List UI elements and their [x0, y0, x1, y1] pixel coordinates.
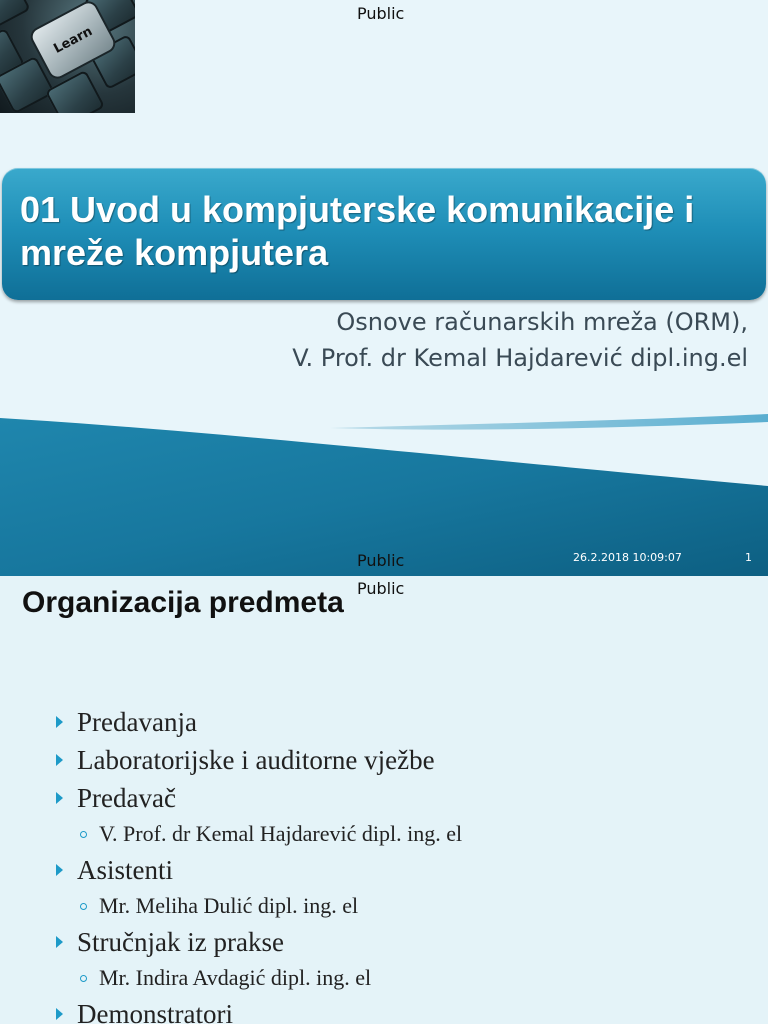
bullet-circle-icon	[80, 975, 87, 982]
list-item: Stručnjak iz prakse	[0, 923, 768, 961]
bullet-circle-icon	[80, 831, 87, 838]
bullet-arrow-icon	[56, 864, 63, 876]
bullet-arrow-icon	[56, 716, 63, 728]
slide-page-number: 1	[745, 551, 752, 564]
organization-slide	[0, 576, 768, 1024]
keyboard-learn-image	[0, 0, 135, 113]
learn-key-label: Learn	[51, 23, 95, 57]
subtitle-course: Osnove računarskih mreža (ORM),	[336, 308, 748, 336]
classification-label-top: Public	[357, 579, 405, 598]
classification-label-bottom: Public	[357, 551, 405, 570]
list-subitem: Mr. Indira Avdagić dipl. ing. el	[0, 961, 768, 995]
list-item: Demonstratori	[0, 995, 768, 1024]
bullet-arrow-icon	[56, 1008, 63, 1020]
slide-title: Organizacija predmeta	[22, 586, 344, 619]
bullet-arrow-icon	[56, 792, 63, 804]
list-subitem: V. Prof. dr Kemal Hajdarević dipl. ing. el	[0, 817, 768, 851]
list-subitem: Mr. Meliha Dulić dipl. ing. el	[0, 889, 768, 923]
classification-label-top: Public	[357, 4, 405, 23]
list-item: Predavač	[0, 779, 768, 817]
slide-title: 01 Uvod u kompjuterske komunikacije i mreže kompjutera	[20, 189, 695, 273]
list-item: Asistenti	[0, 851, 768, 889]
list-item: Predavanja	[0, 703, 768, 741]
bullet-circle-icon	[80, 903, 87, 910]
slide-date: 26.2.2018 10:09:07	[573, 551, 682, 564]
subtitle-author: V. Prof. dr Kemal Hajdarević dipl.ing.el	[292, 344, 748, 372]
bullet-arrow-icon	[56, 754, 63, 766]
list-item: Laboratorijske i auditorne vježbe	[0, 741, 768, 779]
bullet-arrow-icon	[56, 936, 63, 948]
bullet-list	[0, 703, 768, 1024]
